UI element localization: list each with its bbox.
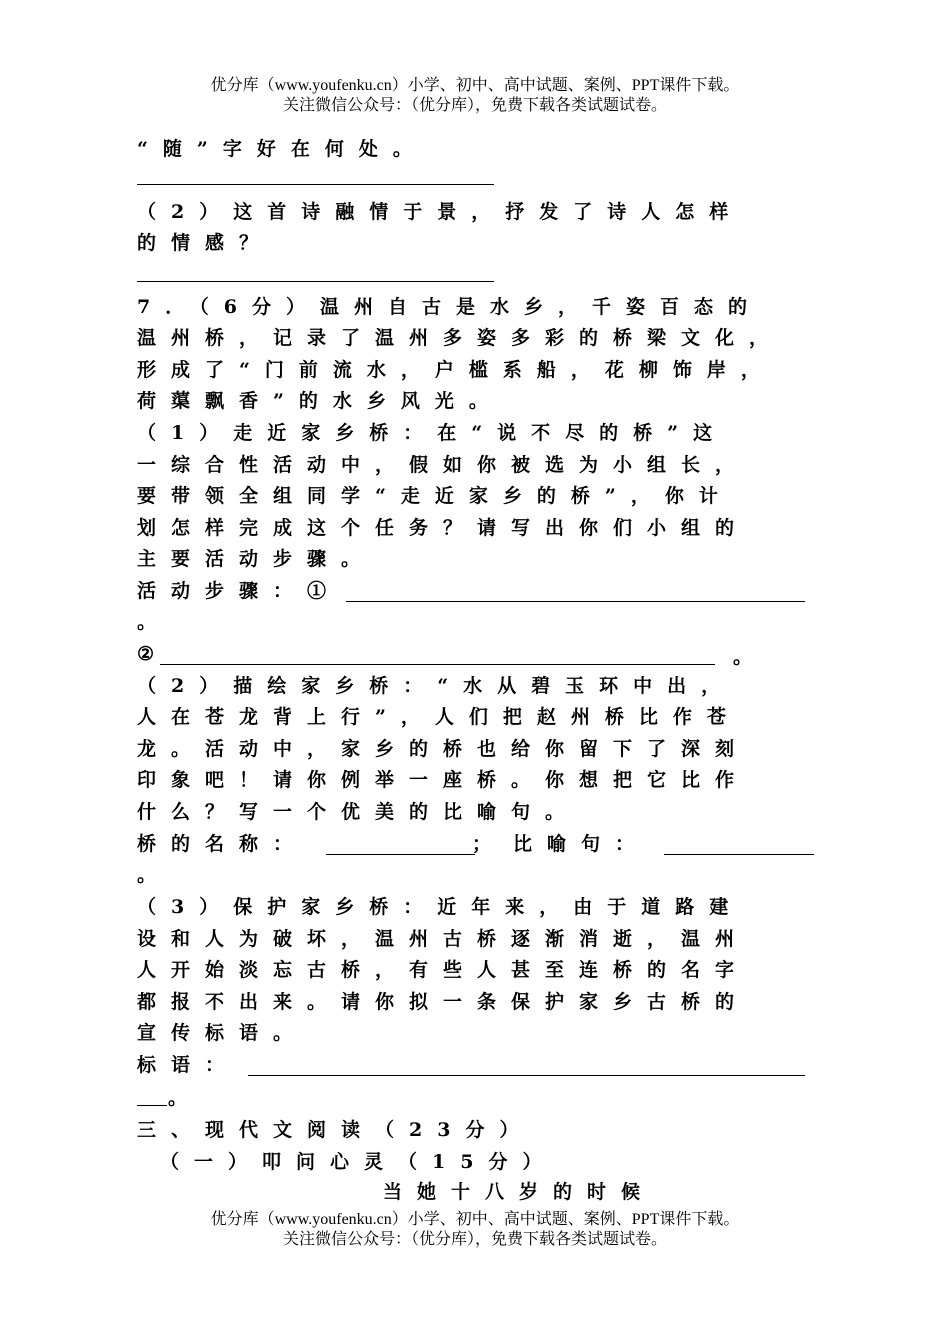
header-line-1: 优分库（www.youfenku.cn）小学、初中、高中试题、案例、PPT课件下载。: [210, 77, 740, 94]
q7-sub1-line4: 划怎样完成这个任务？请写出你们小组的: [137, 517, 750, 539]
article-title: 当她十八岁的时候: [383, 1181, 656, 1203]
slogan-answer-line[interactable]: [248, 1075, 805, 1076]
header-line-2: 关注微信公众号：（优分库），免费下载各类试题试卷。: [282, 97, 667, 114]
q7-intro-line2: 温州桥，记录了温州多姿多彩的桥梁文化，: [137, 327, 784, 349]
bridge-name-label: 桥的名称：: [137, 833, 308, 855]
q7-sub3-line5: 宣传标语。: [137, 1022, 308, 1044]
q7-intro-line3: 形成了“门前流水，户槛系船，花柳饰岸，: [137, 359, 775, 381]
q7-sub2-line1: （2）描绘家乡桥：“水从碧玉环中出，: [137, 675, 736, 697]
q7-sub3-line4: 都报不出来。请你拟一条保护家乡古桥的: [137, 991, 750, 1013]
q7-sub1-line5: 主要活动步骤。: [137, 548, 376, 570]
footer-line-1: 优分库（www.youfenku.cn）小学、初中、高中试题、案例、PPT课件下载。: [210, 1211, 740, 1228]
answer-line: [137, 281, 494, 282]
q7-sub3-line2: 设和人为破坏，温州古桥逐渐消逝，温州: [137, 928, 750, 950]
step1-answer-line[interactable]: [346, 601, 805, 602]
q7-intro-line4: 荷蕖飘香”的水乡风光。: [137, 390, 503, 412]
q7-sub3-line3: 人开始淡忘古桥，有些人甚至连桥的名字: [137, 959, 750, 981]
q7-sub1-line1: （1）走近家乡桥：在“说不尽的桥”这: [137, 422, 728, 444]
step2-answer-line[interactable]: [160, 664, 715, 665]
metaphor-answer-line[interactable]: [664, 854, 814, 855]
section3-part1-title: （一）叩问心灵（15分）: [160, 1151, 557, 1173]
slogan-answer-line-tail[interactable]: [137, 1105, 167, 1106]
activity-steps-label: 活动步骤：①: [137, 580, 342, 602]
metaphor-label: 比喻句：: [513, 833, 650, 855]
period: 。: [137, 611, 172, 633]
q7-intro-line1: 7．（6分）温州自古是水乡，千姿百态的: [137, 296, 762, 318]
slogan-label: 标语：: [137, 1054, 240, 1076]
bridge-name-answer-line[interactable]: [326, 854, 475, 855]
q7-sub2-line3: 龙。活动中，家乡的桥也给你留下了深刻: [137, 738, 750, 760]
step2-marker: ②: [137, 643, 170, 665]
semicolon: ；: [472, 833, 507, 855]
q7-sub2-line4: 印象吧！请你例举一座桥。你想把它比作: [137, 769, 750, 791]
q6-sub2-line1: （2）这首诗融情于景，抒发了诗人怎样: [137, 201, 744, 223]
period: 。: [733, 646, 768, 668]
q7-sub2-line2: 人在苍龙背上行”，人们把赵州桥比作苍: [137, 706, 741, 728]
footer-line-2: 关注微信公众号：（优分库），免费下载各类试题试卷。: [282, 1231, 667, 1248]
section3-title: 三、现代文阅读（23分）: [137, 1119, 534, 1141]
period: 。: [168, 1087, 203, 1109]
q6-line-a: “随”字好在何处。: [137, 138, 427, 160]
q7-sub3-line1: （3）保护家乡桥：近年来，由于道路建: [137, 896, 744, 918]
q7-sub2-line5: 什么？写一个优美的比喻句。: [137, 801, 580, 823]
period: 。: [137, 864, 172, 886]
q6-sub2-line2: 的情感？: [137, 232, 274, 254]
q7-sub1-line3: 要带领全组同学“走近家乡的桥”，你计: [137, 485, 733, 507]
q7-sub1-line2: 一综合性活动中，假如你被选为小组长，: [137, 454, 750, 476]
answer-line: [137, 184, 494, 185]
